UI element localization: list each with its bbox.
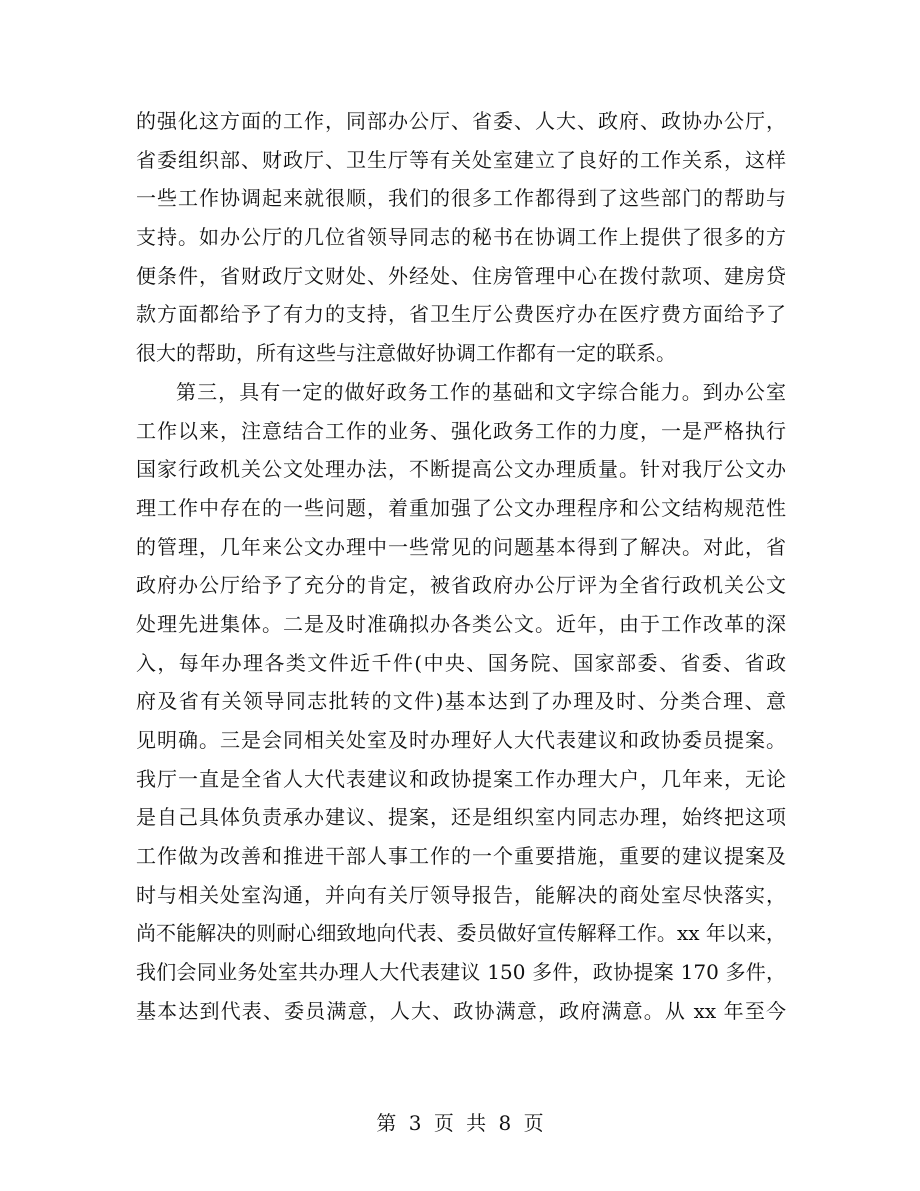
paragraph-line: 我们会同业务处室共办理人大代表建议 150 多件，政协提案 170 多件， xyxy=(136,960,786,985)
paragraph-line: 便条件，省财政厅文财处、外经处、住房管理中心在拨付款项、建房贷 xyxy=(136,263,786,288)
paragraph-line: 款方面都给予了有力的支持，省卫生厅公费医疗办在医疗费方面给予了 xyxy=(136,302,786,327)
paragraph-line: 省委组织部、财政厅、卫生厅等有关处室建立了良好的工作关系，这样 xyxy=(136,147,786,172)
paragraph-line: 政府办公厅给予了充分的肯定，被省政府办公厅评为全省行政机关公文 xyxy=(136,573,786,598)
paragraph-line: 很大的帮助，所有这些与注意做好协调工作都有一定的联系。 xyxy=(136,341,676,366)
paragraph-line: 第三，具有一定的做好政务工作的基础和文字综合能力。到办公室 xyxy=(176,379,786,404)
paragraph-line: 工作以来，注意结合工作的业务、强化政务工作的力度，一是严格执行 xyxy=(136,418,786,443)
paragraph-line: 工作做为改善和推进干部人事工作的一个重要措施，重要的建议提案及 xyxy=(136,844,786,869)
paragraph-line: 处理先进集体。二是及时准确拟办各类公文。近年，由于工作改革的深 xyxy=(136,611,786,636)
paragraph-line: 我厅一直是全省人大代表建议和政协提案工作办理大户，几年来，无论 xyxy=(136,766,786,791)
page-number-footer: 第 3 页 共 8 页 xyxy=(376,1111,544,1135)
paragraph-line: 的管理，几年来公文办理中一些常见的问题基本得到了解决。对此，省 xyxy=(136,534,786,559)
paragraph-line: 入，每年办理各类文件近千件(中央、国务院、国家部委、省委、省政 xyxy=(136,650,786,675)
paragraph-line: 是自己具体负责承办建议、提案，还是组织室内同志办理，始终把这项 xyxy=(136,805,786,830)
paragraph-line: 时与相关处室沟通，并向有关厅领导报告，能解决的商处室尽快落实， xyxy=(136,882,786,907)
paragraph-line: 理工作中存在的一些问题，着重加强了公文办理程序和公文结构规范性 xyxy=(136,495,786,520)
paragraph-line: 尚不能解决的则耐心细致地向代表、委员做好宣传解释工作。xx 年以来， xyxy=(136,921,786,946)
paragraph-line: 一些工作协调起来就很顺，我们的很多工作都得到了这些部门的帮助与 xyxy=(136,186,786,211)
paragraph-line: 府及省有关领导同志批转的文件)基本达到了办理及时、分类合理、意 xyxy=(136,689,786,714)
paragraph-line: 见明确。三是会同相关处室及时办理好人大代表建议和政协委员提案。 xyxy=(136,728,786,752)
paragraph-line: 的强化这方面的工作，同部办公厅、省委、人大、政府、政协办公厅， xyxy=(136,109,786,133)
document-body xyxy=(136,102,786,1031)
paragraph-line: 基本达到代表、委员满意，人大、政协满意，政府满意。从 xx 年至今 xyxy=(136,998,786,1023)
paragraph-line: 国家行政机关公文处理办法，不断提高公文办理质量。针对我厅公文办 xyxy=(136,457,786,482)
paragraph-line: 支持。如办公厅的几位省领导同志的秘书在协调工作上提供了很多的方 xyxy=(136,225,786,250)
